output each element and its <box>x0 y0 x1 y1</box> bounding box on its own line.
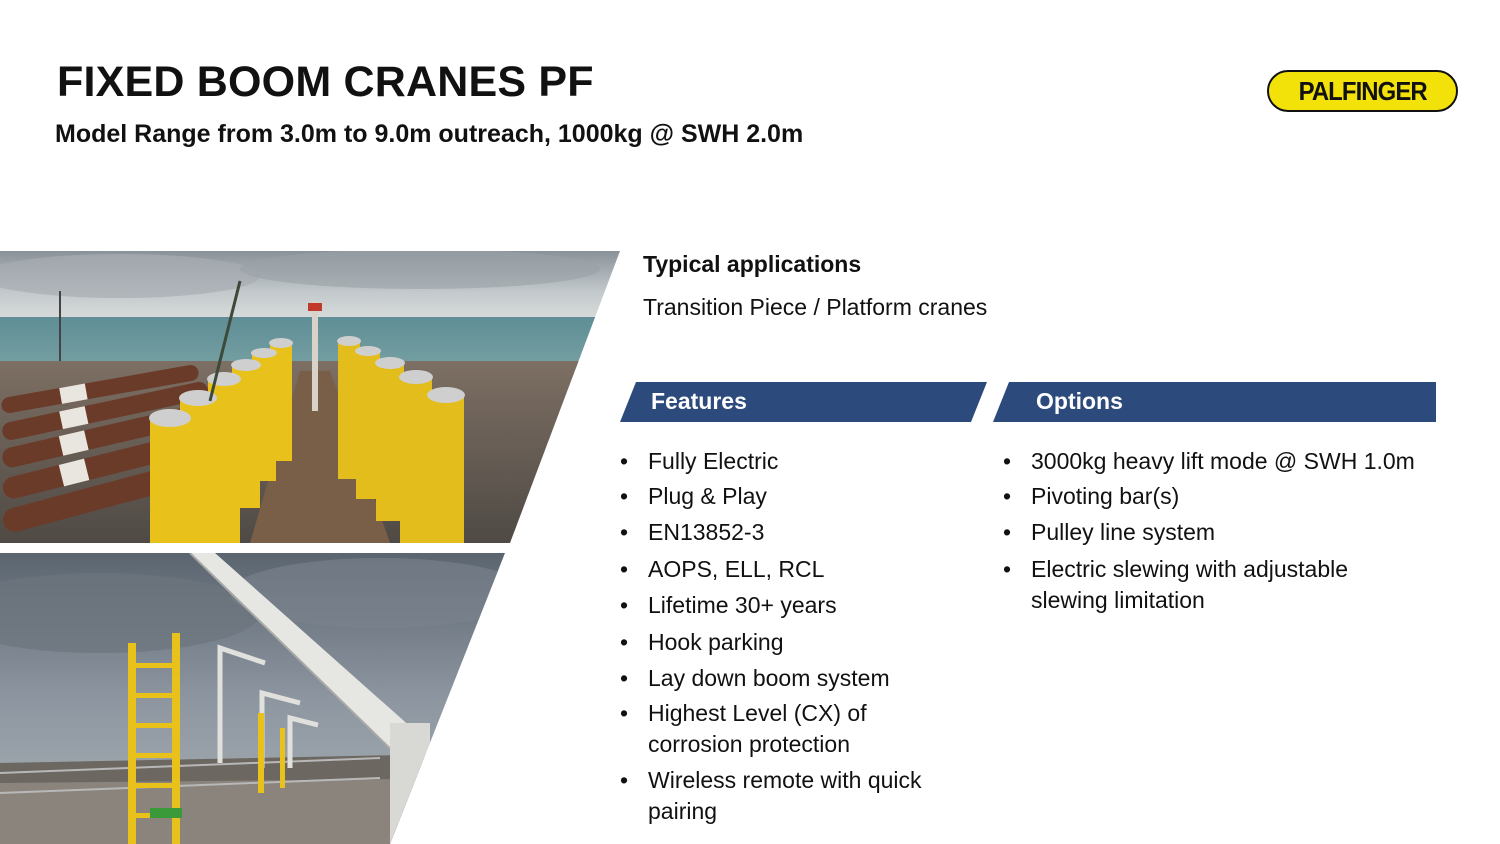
options-heading: Options <box>1036 388 1123 414</box>
logo-text: PALFINGER <box>1298 75 1427 106</box>
features-banner <box>620 382 987 422</box>
list-item: • Wireless remote with quick pairing <box>620 767 922 824</box>
list-item: • Plug & Play <box>620 483 767 509</box>
list-item: • Highest Level (CX) of corrosion protection <box>620 700 867 757</box>
list-item: • Pivoting bar(s) <box>1003 483 1180 509</box>
list-item: • 3000kg heavy lift mode @ SWH 1.0m <box>1003 448 1415 474</box>
list-item: • EN13852-3 <box>620 519 765 545</box>
transition-pieces-photo <box>0 251 620 543</box>
list-item: • Hook parking <box>620 629 784 655</box>
list-item: • Electric slewing with adjustable slewing limitation <box>1003 556 1349 613</box>
options-list <box>1003 446 1463 616</box>
page-title: FIXED BOOM CRANES PF <box>57 58 594 106</box>
list-item: • Fully Electric <box>620 448 779 474</box>
list-item: • AOPS, ELL, RCL <box>620 556 825 582</box>
palfinger-logo <box>1267 70 1458 112</box>
list-item: • Lifetime 30+ years <box>620 592 837 618</box>
options-banner <box>993 382 1436 422</box>
features-list <box>620 446 970 827</box>
list-item: • Lay down boom system <box>620 665 890 691</box>
crane-platform-photo <box>0 553 505 844</box>
applications-heading: Typical applications <box>643 251 862 277</box>
page-subtitle: Model Range from 3.0m to 9.0m outreach, 1000kg @ SWH 2.0m <box>55 120 804 148</box>
list-item: • Pulley line system <box>1003 519 1216 545</box>
features-heading: Features <box>651 388 747 414</box>
applications-text: Transition Piece / Platform cranes <box>643 294 988 320</box>
